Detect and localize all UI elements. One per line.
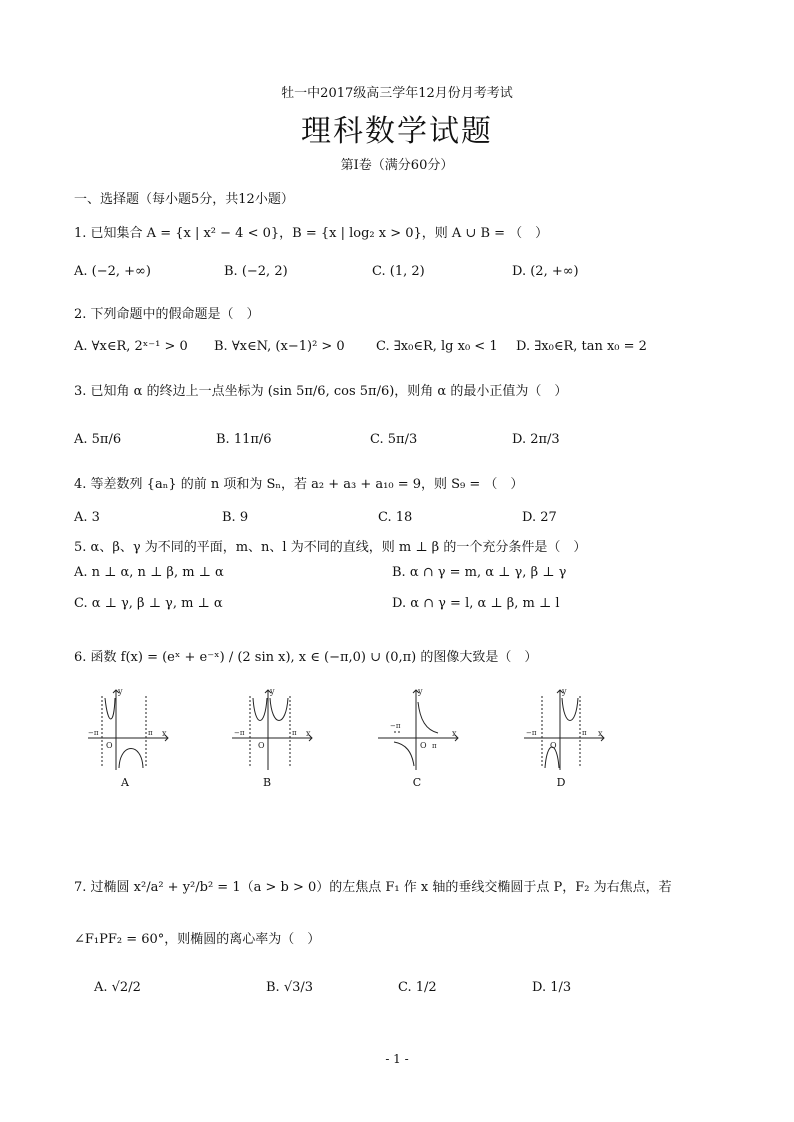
- curve-left: [253, 698, 267, 721]
- graph-d: [522, 686, 608, 772]
- q5-option-b: B. α ∩ γ = m, α ⊥ γ, β ⊥ γ: [392, 565, 567, 580]
- q2-option-c: C. ∃x₀∈R, lg x₀ < 1: [376, 339, 498, 354]
- q4-option-c: C. 18: [378, 510, 413, 525]
- curve-negative: [394, 742, 414, 766]
- q5-option-a: A. n ⊥ α, n ⊥ β, m ⊥ α: [74, 565, 224, 580]
- graph-b: [230, 686, 316, 772]
- graph-a: [86, 686, 172, 772]
- q3-option-a: A. 5π/6: [74, 432, 122, 447]
- curve-right: [270, 698, 288, 721]
- curve-lower: [119, 749, 143, 769]
- q3-option-d: D. 2π/3: [512, 432, 560, 447]
- pi-label: π: [582, 729, 587, 737]
- q7-option-c: C. 1/2: [398, 980, 437, 995]
- origin-label: O: [420, 741, 427, 750]
- q1-option-a: A. (−2, +∞): [74, 264, 151, 279]
- page-title: 理科数学试题: [301, 114, 493, 149]
- curve-lower: [545, 747, 559, 768]
- y-label: y: [562, 687, 567, 696]
- graph-c: [376, 686, 462, 772]
- q7-option-d: D. 1/3: [532, 980, 572, 995]
- q3-option-c: C. 5π/3: [370, 432, 418, 447]
- section-heading: 一、选择题（每小题5分，共12小题）: [74, 192, 294, 207]
- q7-option-b: B. √3/3: [266, 980, 314, 995]
- x-label: x: [452, 729, 457, 738]
- question-2-stem: 2. 下列命题中的假命题是（ ）: [74, 307, 260, 322]
- pi-label: π: [292, 729, 297, 737]
- curve-upper: [562, 698, 578, 721]
- question-3-stem: 3. 已知角 α 的终边上一点坐标为 (sin 5π/6, cos 5π/6)，则角 α 的最小正值为（ ）: [74, 384, 568, 399]
- x-label: x: [598, 729, 603, 738]
- page-number: - 1 -: [385, 1052, 409, 1066]
- q4-option-b: B. 9: [222, 510, 249, 525]
- q4-option-a: A. 3: [74, 510, 100, 525]
- question-6-stem: 6. 函数 f(x) = (eˣ + e⁻ˣ) / (2 sin x), x ∈ (−π,0) ∪ (0,π) 的图像大致是（ ）: [74, 650, 538, 665]
- graph-b-label: B: [262, 776, 272, 789]
- school-line: 牡一中2017级高三学年12月份月考考试: [281, 86, 513, 101]
- pi-label: π: [148, 729, 153, 737]
- pi-label: π: [432, 742, 437, 750]
- q4-option-d: D. 27: [522, 510, 557, 525]
- q2-option-a: A. ∀x∈R, 2ˣ⁻¹ > 0: [74, 339, 188, 354]
- volume-label: 第I卷（满分60分）: [340, 158, 454, 173]
- q5-option-c: C. α ⊥ γ, β ⊥ γ, m ⊥ α: [74, 596, 223, 611]
- neg-pi-label: −π: [234, 729, 245, 737]
- question-1-stem: 1. 已知集合 A = {x | x² − 4 < 0}，B = {x | log₂ x > 0}，则 A ∪ B = （ ）: [74, 226, 549, 241]
- curve-upper: [105, 698, 115, 719]
- q2-option-d: D. ∃x₀∈R, tan x₀ = 2: [516, 339, 647, 354]
- x-label: x: [306, 729, 311, 738]
- q1-option-d: D. (2, +∞): [512, 264, 579, 279]
- q3-option-b: B. 11π/6: [216, 432, 272, 447]
- y-label: y: [118, 687, 123, 696]
- x-label: x: [162, 729, 167, 738]
- q1-option-b: B. (−2, 2): [224, 264, 288, 279]
- graph-d-label: D: [556, 776, 566, 789]
- q7-option-a: A. √2/2: [94, 980, 141, 995]
- neg-pi-label: −π: [526, 729, 537, 737]
- graph-c-label: C: [412, 776, 422, 789]
- origin-label: O: [106, 741, 113, 750]
- y-label: y: [270, 687, 275, 696]
- origin-label: O: [258, 741, 265, 750]
- neg-pi-label: −π: [390, 722, 401, 730]
- origin-label: O: [550, 741, 557, 750]
- y-label: y: [418, 687, 423, 696]
- question-7-stem-line-2: ∠F₁PF₂ = 60°，则椭圆的离心率为（ ）: [74, 932, 321, 947]
- curve-positive: [418, 702, 438, 733]
- neg-pi-label: −π: [88, 729, 99, 737]
- q1-option-c: C. (1, 2): [372, 264, 425, 279]
- graph-a-label: A: [121, 776, 129, 789]
- question-7-stem: 7. 过椭圆 x²/a² + y²/b² = 1（a > b > 0）的左焦点 F₁ 作 x 轴的垂线交椭圆于点 P，F₂ 为右焦点，若: [74, 880, 672, 895]
- q2-option-b: B. ∀x∈N, (x−1)² > 0: [214, 339, 345, 354]
- question-5-stem: 5. α、β、γ 为不同的平面，m、n、l 为不同的直线，则 m ⊥ β 的一个充分条件是（ ）: [74, 540, 587, 555]
- q5-option-d: D. α ∩ γ = l, α ⊥ β, m ⊥ l: [392, 596, 560, 611]
- question-4-stem: 4. 等差数列 {aₙ} 的前 n 项和为 Sₙ，若 a₂ + a₃ + a₁₀ = 9，则 S₉ = （ ）: [74, 477, 524, 492]
